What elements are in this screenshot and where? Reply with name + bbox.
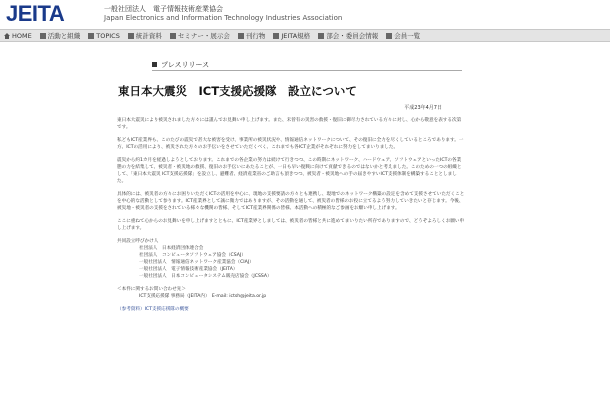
nav-committees[interactable]: 部会・委員会情報 (318, 31, 378, 40)
paragraph: 私どもICT産業界も、このたびの震災で甚大な被害を受け、事業所の被災状況や、情報通信ネットワークについて、その復旧に全力を尽くしているところであります。一方、ICTの活用により、被災された方々のお手伝いをさせていただくべく、これまでも各ICT企業がそれぞれに努力をしてまいりました。 (117, 138, 464, 150)
release-date: 平成23年4月7日 (404, 105, 442, 111)
jeita-logo[interactable]: JEITA (6, 1, 65, 26)
stats-icon (128, 33, 134, 39)
founder-item: 一般社団法人 情報通信ネットワーク産業協会（CIAJ） (139, 260, 254, 265)
contact-heading: ＜本件に関するお問い合わせ先＞ (117, 287, 186, 292)
nav-topics[interactable]: TOPICS (88, 32, 120, 40)
founder-item: 一般社団法人 日本コンピュータシステム販売店協会（JCSSA） (139, 274, 272, 279)
members-icon (386, 33, 392, 39)
paragraph: ここに重ねて心からのお見舞いを申し上げますとともに、ICT産業界としましては、被災者の皆様と共に進めてまいりたい所存でありますので、どうぞよろしくお願い申し上げます。 (117, 219, 465, 231)
topics-icon (88, 33, 94, 39)
founder-item: 社団法人 日本経済団体連合会 (139, 246, 204, 251)
reference-link[interactable]: （参考資料）ICT支援応援隊の概要 (117, 307, 189, 312)
org-name-en: Japan Electronics and Information Technology Industries Association (104, 14, 343, 22)
main-nav (0, 29, 610, 42)
nav-stats[interactable]: 統計資料 (128, 31, 162, 40)
standard-icon (273, 33, 279, 39)
press-release-header (152, 59, 462, 71)
book-icon (238, 33, 244, 39)
contact-info: ICT支援応援隊 事務局（JEITA内） E-mail: ictsh@jeita.or.jp (139, 294, 267, 299)
org-name-ja: 一般社団法人 電子情報技術産業協会 (104, 5, 223, 13)
home-icon (4, 33, 10, 39)
founder-item: 社団法人 コンピュータソフトウェア協会（CSAJ） (139, 253, 246, 258)
page-title: 東日本大震災 ICT支援応援隊 設立について (118, 84, 357, 98)
article-body (117, 117, 465, 313)
founder-item: 一般社団法人 電子情報技術産業協会（JEITA） (139, 267, 238, 272)
paragraph: 震災から約1カ月を経過しようとしております。これまでの各企業の努力は続けて行きつつ、この時期にネットワーク、ハードウェア、ソフトウェアといったICTの各業態の力を結集して、被災者・被災地の救援、復旧のお手伝いにあたることが、一日も早い復興に向けて貢献できるのではないかと考えました。このための一つの組織として、「東日本大震災 ICT支援応援隊」を設立し、避難者、経済産業省のご助言も頂きつつ、被災者・被災地への手の届きやすいICT支援体制を構築することとしました。 (117, 158, 462, 184)
paragraph: 東日本大震災により被災されました方々には謹んでお見舞い申し上げます。また、未曾有の災害の救援・復旧に御尽力されている方々に対し、心から敬意を表する次第です。 (117, 118, 462, 130)
section-label: プレスリリース (161, 60, 210, 69)
org-icon (40, 33, 46, 39)
nav-activities[interactable]: 活動と組織 (40, 31, 81, 40)
nav-home[interactable]: HOME (4, 32, 32, 40)
committee-icon (318, 33, 324, 39)
seminar-icon (170, 33, 176, 39)
nav-members[interactable]: 会員一覧 (386, 31, 420, 40)
founders-heading: 共同設立呼びかけ人 (117, 239, 159, 244)
site-header (0, 0, 610, 26)
square-bullet-icon (152, 62, 157, 67)
paragraph: 具体的には、被災者の方々にお困りいただくICTの活用を中心に、現地の支援要請の方々とも連携し、現地でのネットワーク構築の設定を含めて支援させていただくことを中心的な活動として参ります。ICT産業界として誠に微力ではありますが、その活動を通して、被災者の皆様のお役に立てるよう努力していきたいと存じます。今後、被災地・被災者の支援をされている様々な機関の皆様、そしてICT産業界関係の皆様、本活動への積極的なご参画をお願い申し上げます。 (117, 192, 465, 211)
nav-standards[interactable]: JEITA規格 (273, 31, 310, 40)
nav-seminar[interactable]: セミナー・展示会 (170, 31, 230, 40)
nav-publications[interactable]: 刊行物 (238, 31, 266, 40)
